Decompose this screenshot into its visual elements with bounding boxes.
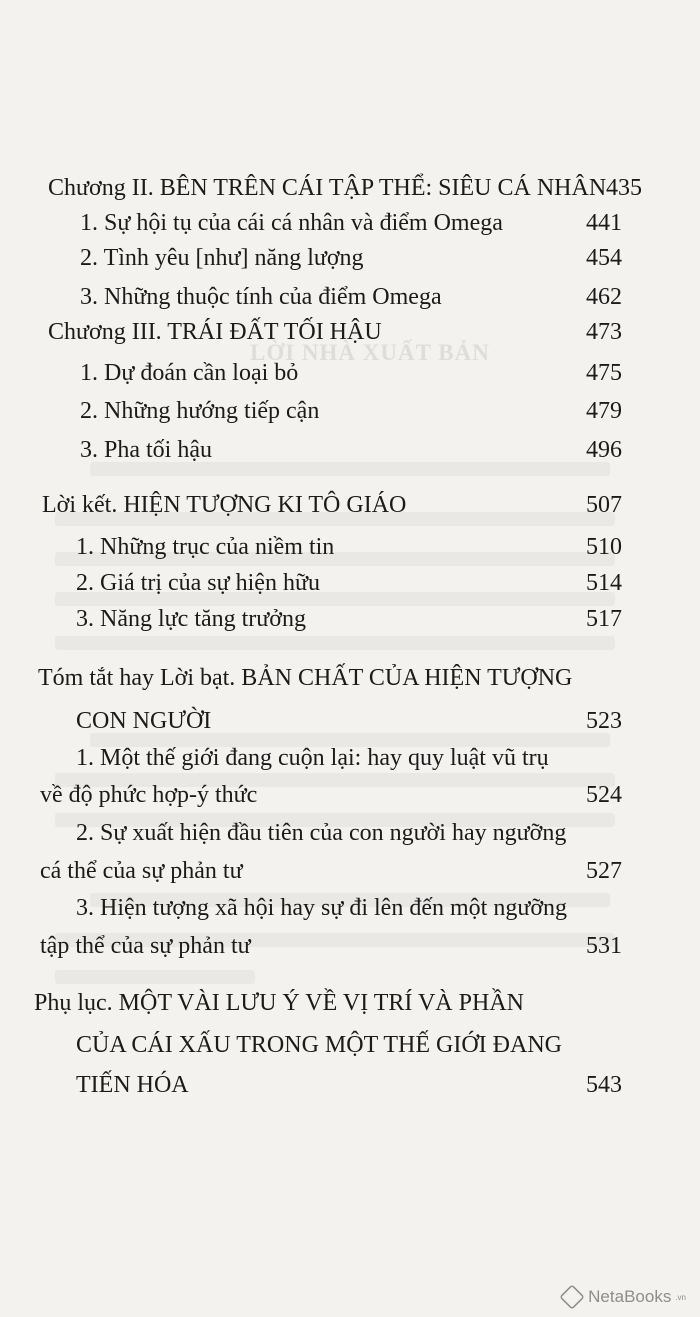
- netabooks-logo-icon: [559, 1284, 584, 1309]
- toc-section-title: 3. Những thuộc tính của điểm Omega: [80, 284, 442, 310]
- toc-page-number: 510: [586, 534, 622, 560]
- toc-page-number: 475: [586, 360, 622, 386]
- toc-page-number: 454: [586, 245, 622, 271]
- bleed-line: [55, 636, 615, 650]
- toc-page-number: 435: [606, 175, 642, 201]
- toc-page-number: 524: [586, 782, 622, 808]
- toc-page-number: 543: [586, 1072, 622, 1098]
- watermark-brand: NetaBooks: [588, 1287, 672, 1306]
- toc-chapter-title: Phụ lục. MỘT VÀI LƯU Ý VỀ VỊ TRÍ VÀ PHẦN: [34, 990, 524, 1016]
- toc-page-number: 531: [586, 933, 622, 959]
- toc-page-number: 462: [586, 284, 622, 310]
- toc-page-number: 514: [586, 570, 622, 596]
- toc-section-title-continued: tập thể của sự phản tư: [40, 933, 251, 959]
- bleed-line: [55, 970, 255, 984]
- toc-chapter-title: Chương II. BÊN TRÊN CÁI TẬP THỂ: SIÊU CÁ NHÂN: [48, 175, 607, 201]
- toc-page-number: 507: [586, 492, 622, 518]
- toc-section-title: 2. Sự xuất hiện đầu tiên của con người hay ngưỡng: [76, 820, 567, 846]
- toc-page-number: 517: [586, 606, 622, 632]
- toc-section-title: 2. Những hướng tiếp cận: [80, 398, 320, 424]
- toc-section-title: 3. Năng lực tăng trưởng: [76, 606, 306, 632]
- toc-chapter-title: Chương III. TRÁI ĐẤT TỐI HẬU: [48, 319, 382, 345]
- toc-section-title: 3. Pha tối hậu: [80, 437, 212, 463]
- toc-chapter-title-continued: TIẾN HÓA: [76, 1072, 189, 1098]
- toc-section-title: 1. Những trục của niềm tin: [76, 534, 335, 560]
- toc-chapter-title-continued: CỦA CÁI XẤU TRONG MỘT THẾ GIỚI ĐANG: [76, 1032, 562, 1058]
- toc-section-title-continued: cá thể của sự phản tư: [40, 858, 243, 884]
- toc-chapter-title: Tóm tắt hay Lời bạt. BẢN CHẤT CỦA HIỆN TƯỢNG: [38, 665, 573, 691]
- toc-section-title-continued: về độ phức hợp-ý thức: [40, 782, 258, 808]
- toc-section-title: 2. Giá trị của sự hiện hữu: [76, 570, 320, 596]
- toc-section-title: 1. Một thế giới đang cuộn lại: hay quy luật vũ trụ: [76, 745, 549, 771]
- watermark: [560, 1285, 686, 1309]
- toc-page-number: 527: [586, 858, 622, 884]
- toc-section-title: 2. Tình yêu [như] năng lượng: [80, 245, 364, 271]
- toc-chapter-title-continued: CON NGƯỜI: [76, 708, 212, 734]
- toc-section-title: 1. Dự đoán cần loại bỏ: [80, 360, 299, 386]
- toc-page-number: 496: [586, 437, 622, 463]
- toc-section-title: 1. Sự hội tụ của cái cá nhân và điểm Omega: [80, 210, 503, 236]
- toc-chapter-title: Lời kết. HIỆN TƯỢNG KI TÔ GIÁO: [42, 492, 407, 518]
- watermark-suffix: .vn: [675, 1292, 686, 1302]
- toc-page-number: 479: [586, 398, 622, 424]
- toc-section-title: 3. Hiện tượng xã hội hay sự đi lên đến một ngưỡng: [76, 895, 568, 921]
- bleed-through-heading: LỜI NHÀ XUẤT BẢN: [250, 340, 490, 365]
- toc-page-number: 441: [586, 210, 622, 236]
- toc-page-number: 523: [586, 708, 622, 734]
- toc-page-number: 473: [586, 319, 622, 345]
